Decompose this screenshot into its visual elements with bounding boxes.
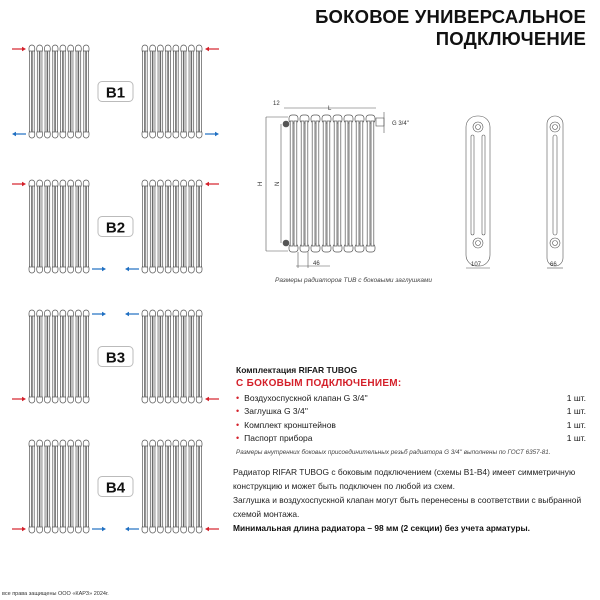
radiator-tube — [37, 51, 39, 132]
return-arrow-icon — [92, 527, 106, 531]
scheme-label-B3 — [98, 347, 133, 367]
radiator-tube — [161, 51, 163, 132]
radiator-tube — [197, 51, 199, 132]
radiator-tube — [40, 186, 42, 267]
radiator-tube — [197, 186, 199, 267]
radiator-tube — [169, 186, 171, 267]
radiator-tube — [143, 51, 145, 132]
dim-L: L — [328, 106, 332, 112]
radiator-tube — [40, 316, 42, 397]
dim-107: 107 — [471, 262, 482, 268]
radiator-tube — [84, 316, 86, 397]
kit-item-qty: 1 шт. — [566, 406, 586, 417]
return-arrow-icon — [205, 132, 219, 136]
radiator-tube — [32, 186, 34, 267]
radiator-tube — [30, 51, 32, 132]
radiator-tube — [176, 316, 178, 397]
radiator-tube — [200, 316, 202, 397]
kit-item-qty: 1 шт. — [566, 392, 586, 403]
description-p2: Заглушка и воздухоспускной клапан могут быть перенесены в соответствии с выбранной схемой монтажа. — [233, 495, 582, 519]
arrow-head — [102, 527, 106, 531]
radiator-tube — [63, 446, 65, 527]
radiator-tube — [153, 186, 155, 267]
radiator-tube — [45, 186, 47, 267]
radiator-tube — [48, 186, 50, 267]
radiator-tube — [181, 51, 183, 132]
kit-item — [236, 405, 586, 419]
radiator-tube — [53, 446, 55, 527]
radiator-tube — [176, 446, 178, 527]
radiator-tube — [71, 186, 73, 267]
radiator-tube — [145, 186, 147, 267]
radiator-tube — [166, 446, 168, 527]
radiator-tube — [37, 186, 39, 267]
scheme-label-text: B4 — [105, 479, 126, 497]
radiator-right-icon — [142, 310, 202, 403]
radiator-tube — [87, 316, 89, 397]
radiator-tube — [301, 121, 304, 246]
side-view-107 — [466, 116, 490, 266]
radiator-tube — [200, 51, 202, 132]
radiator-tube — [174, 316, 176, 397]
supply-arrow-icon — [12, 182, 26, 186]
plug-top — [283, 121, 289, 127]
radiator-tube — [166, 51, 168, 132]
radiator-tube — [68, 446, 70, 527]
radiator-tube — [349, 121, 352, 246]
supply-arrow-icon — [12, 47, 26, 51]
radiator-tube — [371, 121, 374, 246]
radiator-tube — [143, 446, 145, 527]
kit-item-qty: 1 шт. — [566, 419, 586, 430]
radiator-tube — [45, 51, 47, 132]
supply-arrow-icon — [205, 182, 219, 186]
scheme-label-text: B3 — [105, 349, 126, 367]
radiator-tube — [181, 446, 183, 527]
radiator-tube — [153, 316, 155, 397]
radiator-tube — [290, 121, 293, 246]
radiator-tube — [161, 316, 163, 397]
arrow-head — [205, 47, 209, 51]
kit-note: Размеры внутренних боковых присоединительных резьб радиатора G 3/4'' выполнены по ГОСТ 6357-81. — [236, 449, 551, 456]
radiator-tube — [158, 316, 160, 397]
radiator-tube — [79, 186, 81, 267]
radiator-left-icon — [29, 180, 89, 273]
radiator-tube — [166, 316, 168, 397]
scheme-label-B4 — [98, 477, 133, 497]
arrow-head — [215, 132, 219, 136]
radiator-tube — [84, 186, 86, 267]
radiator-tube — [334, 121, 337, 246]
radiator-tube — [356, 121, 359, 246]
radiator-tube — [161, 186, 163, 267]
radiator-tube — [181, 186, 183, 267]
radiator-tube — [68, 186, 70, 267]
radiator-tube — [189, 446, 191, 527]
radiator-tube — [61, 446, 63, 527]
dim-H: H — [258, 181, 264, 186]
arrow-head — [125, 267, 129, 271]
radiator-tube — [312, 121, 315, 246]
radiator-tube — [79, 446, 81, 527]
radiator-tube — [71, 446, 73, 527]
title-line-2: ПОДКЛЮЧЕНИЕ — [435, 28, 586, 49]
radiator-tube — [40, 446, 42, 527]
radiator-tube — [63, 51, 65, 132]
supply-arrow-icon — [205, 397, 219, 401]
radiator-tube — [32, 446, 34, 527]
description-p1: Радиатор RIFAR TUBOG с боковым подключением (схемы B1-B4) имеет симметричную конструкцию и может быть подключен по любой из схем. — [233, 467, 576, 491]
radiator-tube — [48, 51, 50, 132]
kit-section — [236, 365, 586, 456]
bullet-icon: • — [236, 419, 240, 430]
dim-46: 46 — [313, 261, 320, 267]
radiator-tube — [84, 446, 86, 527]
radiator-tube — [68, 51, 70, 132]
radiator-tube — [71, 51, 73, 132]
radiator-tube — [45, 316, 47, 397]
scheme-label-B2 — [98, 217, 133, 237]
radiator-tube — [184, 316, 186, 397]
dimension-radiator-front — [289, 115, 375, 252]
radiator-tube — [56, 446, 58, 527]
arrow-head — [22, 182, 26, 186]
radiator-tube — [76, 51, 78, 132]
radiator-tube — [192, 186, 194, 267]
radiator-left-icon — [29, 440, 89, 533]
kit-item-qty: 1 шт. — [566, 433, 586, 444]
arrow-head — [102, 267, 106, 271]
radiator-tube — [63, 316, 65, 397]
radiator-tube — [158, 51, 160, 132]
radiator-tube — [48, 446, 50, 527]
thread-fitting — [376, 118, 384, 126]
radiator-tube — [32, 316, 34, 397]
arrow-head — [22, 397, 26, 401]
return-arrow-icon — [92, 267, 106, 271]
kit-subheading: С БОКОВЫМ ПОДКЛЮЧЕНИЕМ: — [236, 378, 402, 389]
radiator-tube — [360, 121, 363, 246]
radiator-tube — [192, 51, 194, 132]
supply-arrow-icon — [12, 527, 26, 531]
radiator-tube — [189, 186, 191, 267]
radiator-tube — [30, 446, 32, 527]
radiator-tube — [189, 316, 191, 397]
dim-66: 66 — [550, 262, 557, 268]
radiator-tube — [169, 316, 171, 397]
radiator-tube — [150, 446, 152, 527]
dim-12: 12 — [273, 101, 280, 107]
radiator-tube — [30, 316, 32, 397]
radiator-tube — [61, 186, 63, 267]
radiator-tube — [56, 51, 58, 132]
radiator-tube — [56, 316, 58, 397]
radiator-tube — [158, 186, 160, 267]
radiator-tube — [63, 186, 65, 267]
radiator-tube — [176, 186, 178, 267]
supply-arrow-icon — [205, 47, 219, 51]
return-arrow-icon — [92, 312, 106, 316]
radiator-tube — [76, 316, 78, 397]
radiator-tube — [316, 121, 319, 246]
radiator-tube — [30, 186, 32, 267]
radiator-tube — [184, 51, 186, 132]
radiator-tube — [145, 316, 147, 397]
radiator-tube — [345, 121, 348, 246]
radiator-tube — [192, 316, 194, 397]
radiator-tube — [145, 446, 147, 527]
radiator-tube — [153, 446, 155, 527]
radiator-tube — [338, 121, 341, 246]
radiator-tube — [367, 121, 370, 246]
radiator-tube — [143, 186, 145, 267]
supply-arrow-icon — [12, 397, 26, 401]
radiator-tube — [327, 121, 330, 246]
radiator-tube — [56, 186, 58, 267]
radiator-tube — [176, 51, 178, 132]
radiator-tube — [45, 446, 47, 527]
dimension-drawing — [266, 108, 563, 268]
side-view-66 — [547, 116, 563, 266]
kit-item-name: Паспорт прибора — [244, 433, 313, 444]
return-arrow-icon — [125, 267, 139, 271]
radiator-tube — [197, 446, 199, 527]
copyright: все права защищены ООО «КАРЗ» 2024г. — [2, 591, 109, 597]
radiator-tube — [150, 316, 152, 397]
arrow-head — [125, 312, 129, 316]
radiator-tube — [143, 316, 145, 397]
kit-heading: Комплектация RIFAR TUBOG — [236, 365, 358, 375]
radiator-tube — [174, 186, 176, 267]
kit-item-name: Воздухоспускной клапан G 3/4'' — [244, 392, 368, 403]
drawing-caption: Размеры радиаторов TUB с боковыми заглушками — [275, 277, 433, 284]
dim-N: N — [275, 181, 281, 186]
radiator-tube — [200, 446, 202, 527]
radiator-tube — [323, 121, 326, 246]
radiator-tube — [84, 51, 86, 132]
description — [233, 465, 583, 535]
radiator-tube — [79, 51, 81, 132]
radiator-tube — [150, 51, 152, 132]
radiator-tube — [87, 446, 89, 527]
radiator-tube — [61, 316, 63, 397]
radiator-left-icon — [29, 310, 89, 403]
arrow-head — [22, 47, 26, 51]
radiator-tube — [161, 446, 163, 527]
supply-arrow-icon — [205, 527, 219, 531]
radiator-tube — [76, 186, 78, 267]
scheme-label-B1 — [98, 82, 133, 102]
radiator-right-icon — [142, 180, 202, 273]
radiator-tube — [68, 316, 70, 397]
bullet-icon: • — [236, 433, 240, 444]
radiator-tube — [189, 51, 191, 132]
kit-item-name: Комплект кронштейнов — [244, 419, 336, 430]
radiator-tube — [150, 186, 152, 267]
radiator-tube — [181, 316, 183, 397]
radiator-tube — [37, 446, 39, 527]
kit-item — [236, 432, 586, 446]
radiator-tube — [53, 51, 55, 132]
radiator-tube — [174, 446, 176, 527]
radiator-tube — [192, 446, 194, 527]
radiator-tube — [169, 51, 171, 132]
bullet-icon: • — [236, 392, 240, 403]
radiator-right-icon — [142, 45, 202, 138]
radiator-tube — [153, 51, 155, 132]
radiator-tube — [37, 316, 39, 397]
return-arrow-icon — [12, 132, 26, 136]
arrow-head — [205, 527, 209, 531]
description-p3: Минимальная длина радиатора – 98 мм (2 секции) без учета арматуры. — [233, 523, 530, 533]
radiator-tube — [294, 121, 297, 246]
radiator-tube — [48, 316, 50, 397]
arrow-head — [205, 182, 209, 186]
radiator-tube — [76, 446, 78, 527]
radiator-tube — [197, 316, 199, 397]
radiator-right-icon — [142, 440, 202, 533]
arrow-head — [12, 132, 16, 136]
radiator-tube — [169, 446, 171, 527]
radiator-tube — [305, 121, 308, 246]
arrow-head — [125, 527, 129, 531]
radiator-tube — [166, 186, 168, 267]
return-arrow-icon — [125, 312, 139, 316]
arrow-head — [205, 397, 209, 401]
radiator-tube — [40, 51, 42, 132]
radiator-tube — [184, 186, 186, 267]
return-arrow-icon — [125, 527, 139, 531]
radiator-tube — [87, 51, 89, 132]
kit-item-name: Заглушка G 3/4'' — [244, 406, 308, 417]
plug-bottom — [283, 240, 289, 246]
radiator-tube — [53, 186, 55, 267]
arrow-head — [102, 312, 106, 316]
title-line-1: БОКОВОЕ УНИВЕРСАЛЬНОЕ — [315, 6, 586, 27]
radiator-tube — [79, 316, 81, 397]
radiator-tube — [32, 51, 34, 132]
radiator-left-icon — [29, 45, 89, 138]
radiator-tube — [87, 186, 89, 267]
arrow-head — [22, 527, 26, 531]
radiator-tube — [145, 51, 147, 132]
kit-item — [236, 418, 586, 432]
bullet-icon: • — [236, 406, 240, 417]
radiator-tube — [53, 316, 55, 397]
radiator-tube — [158, 446, 160, 527]
scheme-label-text: B1 — [105, 84, 126, 102]
dim-thread: G 3/4'' — [392, 121, 409, 127]
radiator-tube — [174, 51, 176, 132]
kit-item — [236, 391, 586, 405]
radiator-tube — [184, 446, 186, 527]
radiator-tube — [200, 186, 202, 267]
radiator-tube — [71, 316, 73, 397]
radiator-tube — [61, 51, 63, 132]
scheme-label-text: B2 — [105, 219, 126, 237]
